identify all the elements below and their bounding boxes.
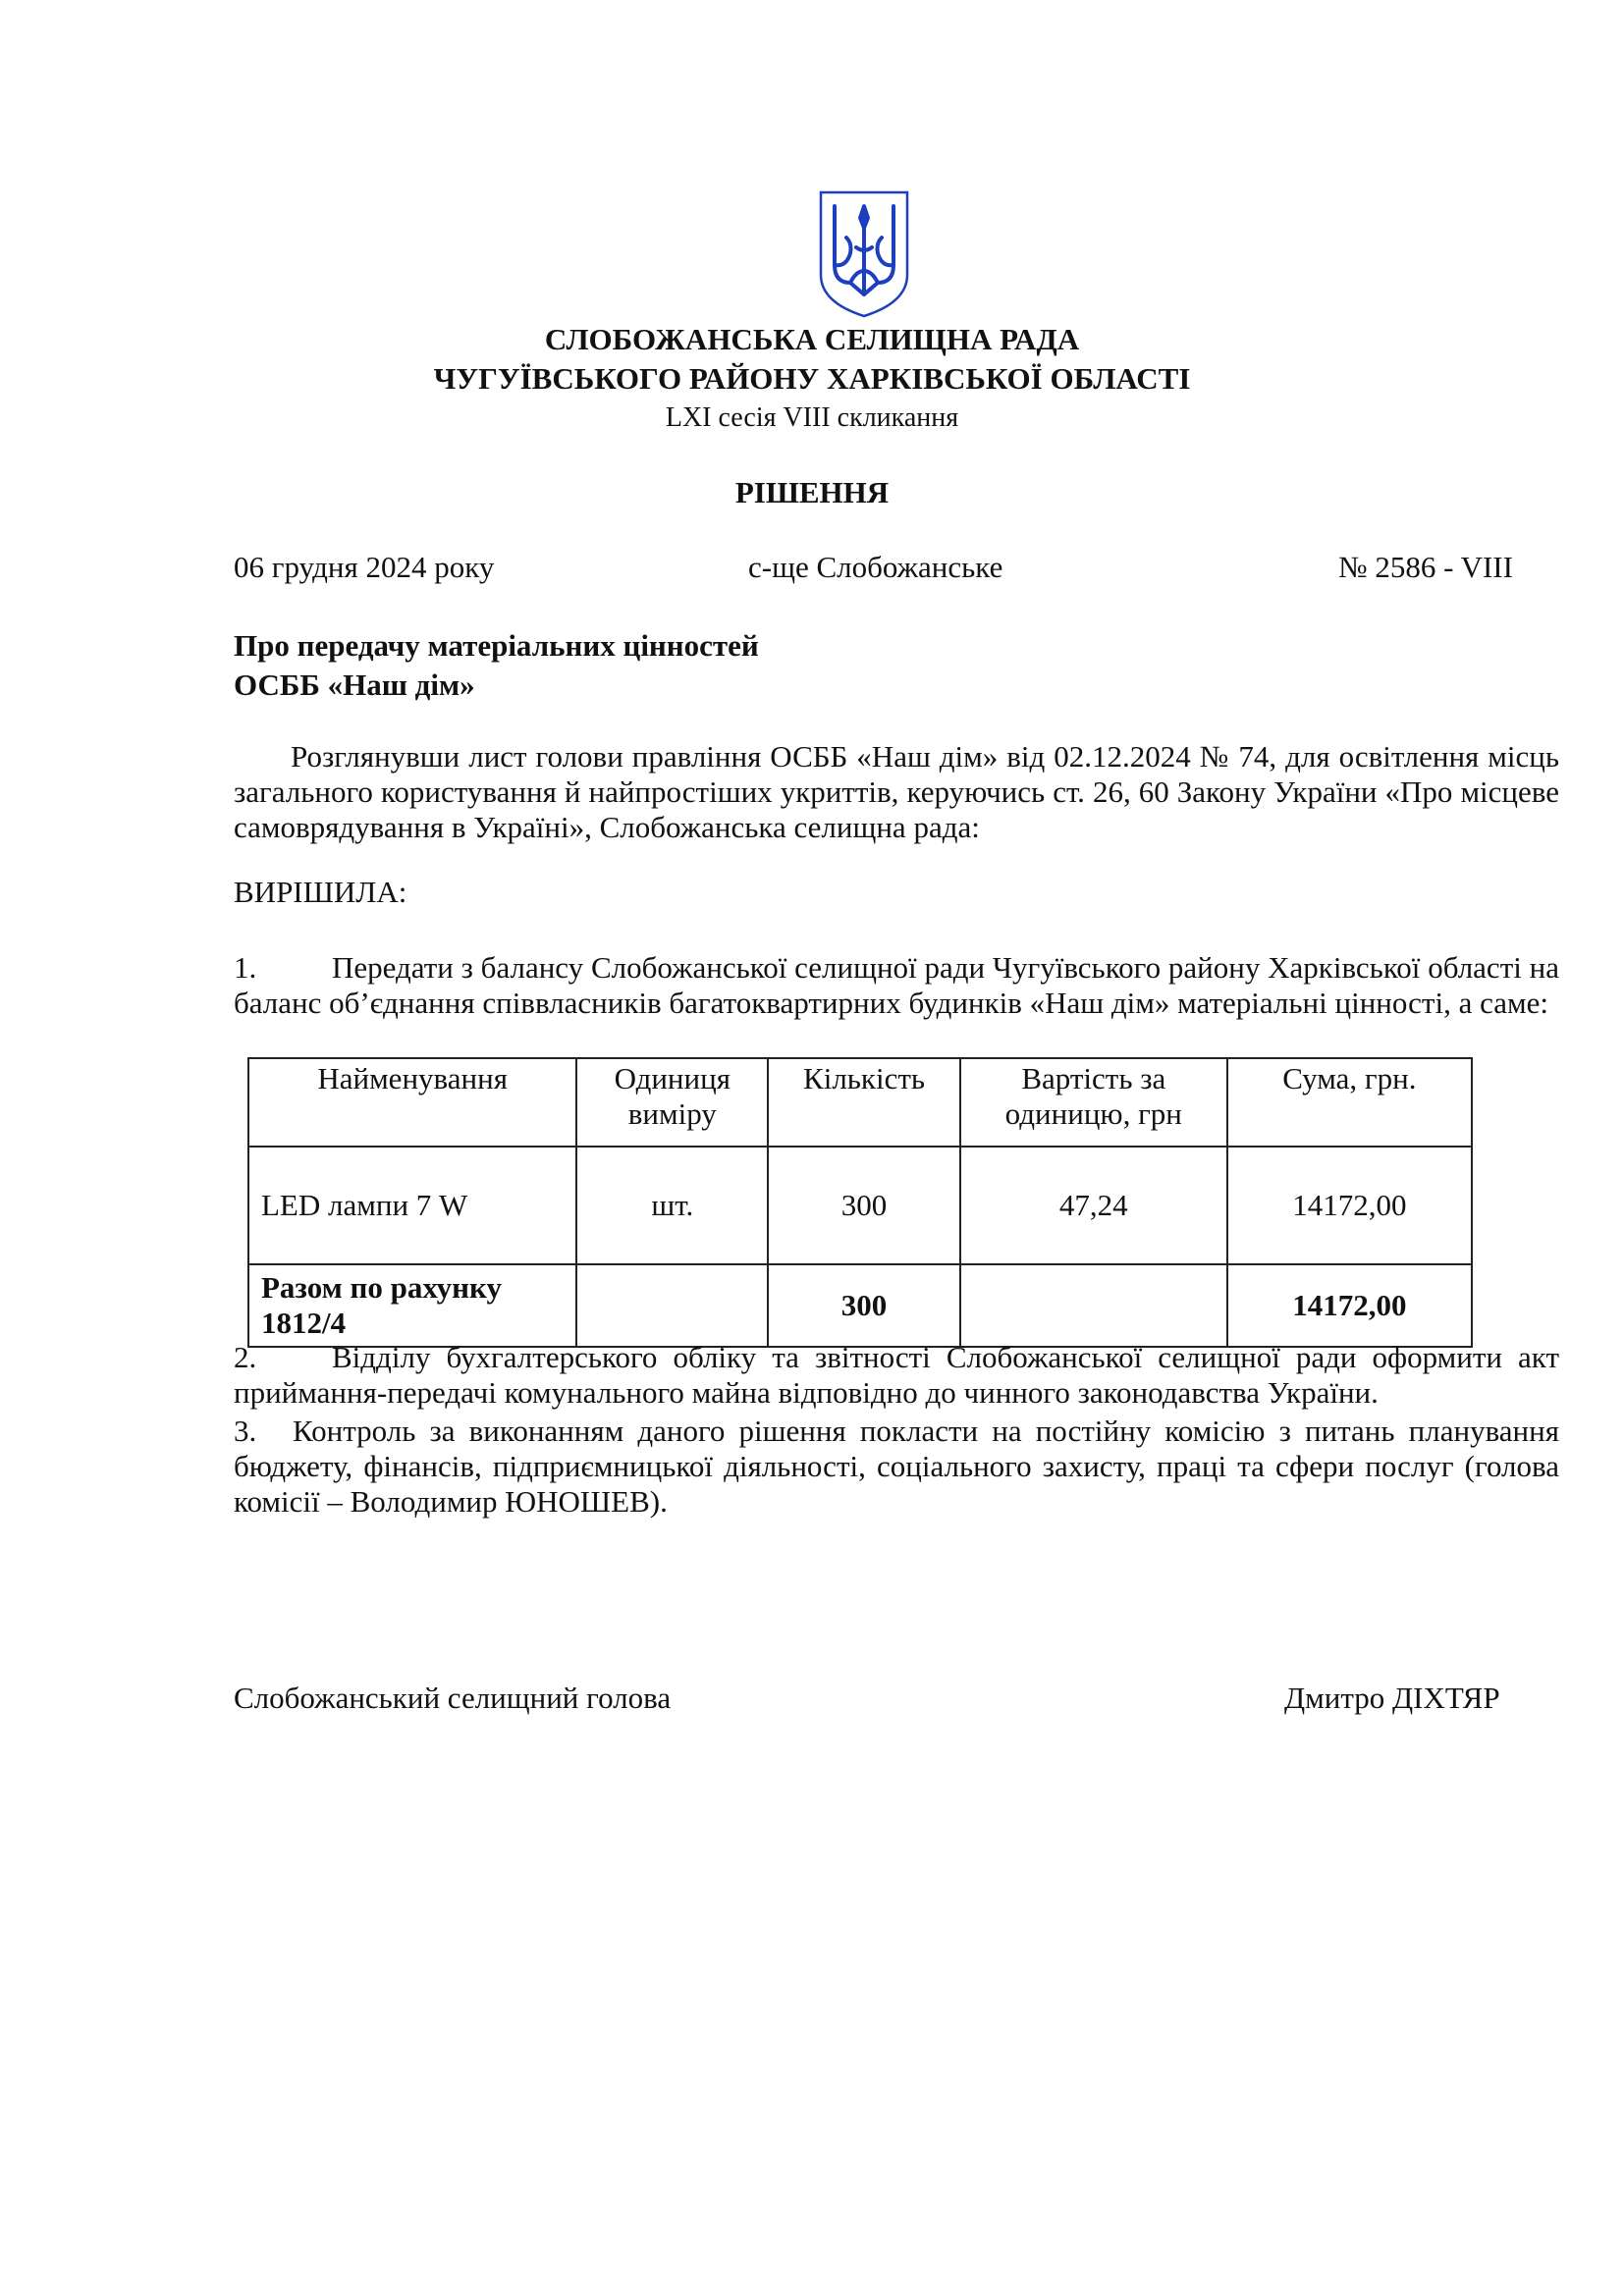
- header-qty: Кількість: [768, 1058, 960, 1147]
- assets-table: [247, 1057, 1473, 1348]
- header-name: Найменування: [248, 1058, 576, 1147]
- item-1-number: 1.: [234, 950, 257, 985]
- total-unit: [576, 1264, 768, 1347]
- subject-line-1: Про передачу матеріальних цінностей: [234, 628, 759, 663]
- intro-paragraph: Розглянувши лист голови правління ОСББ «Наш дім» від 02.12.2024 № 74, для освітлення місць загального користування й найпростіших укриттів, керуючись ст. 26, 60 Закону України «Про місцеве самоврядування в Україні», Слобожанська селищна рада:: [234, 739, 1559, 844]
- table-row: [248, 1147, 1472, 1264]
- signature-name: Дмитро ДІХТЯР: [1284, 1681, 1500, 1715]
- total-price: [960, 1264, 1227, 1347]
- item-2: [234, 1340, 1559, 1411]
- header-sum: Сума, грн.: [1227, 1058, 1472, 1147]
- item-3-text: Контроль за виконанням даного рішення покласти на постійну комісію з питань планування бюджету, фінансів, підприємницької діяльності, соціального захисту, праці та сфери послуг (голова комісії – Володимир ЮНОШЕВ).: [234, 1414, 1559, 1519]
- cell-name: LED лампи 7 W: [248, 1147, 576, 1264]
- council-name: СЛОБОЖАНСЬКА СЕЛИЩНА РАДА: [544, 322, 1080, 356]
- total-qty: 300: [768, 1264, 960, 1347]
- cell-qty: 300: [768, 1147, 960, 1264]
- item-2-number: 2.: [234, 1340, 257, 1374]
- item-2-text: Відділу бухгалтерського обліку та звітності Слобожанської селищної ради оформити акт приймання-передачі комунального майна відповідно до чинного законодавства України.: [234, 1340, 1559, 1410]
- cell-sum: 14172,00: [1227, 1147, 1472, 1264]
- header-unit: Одиниця виміру: [576, 1058, 768, 1147]
- item-3: [234, 1414, 1559, 1520]
- item-1-text: Передати з балансу Слобожанської селищної ради Чугуївського району Харківської області на баланс об’єднання співвласників багатоквартирних будинків «Наш дім» матеріальні цінності, а саме:: [234, 950, 1559, 1020]
- subject-line-2: ОСББ «Наш дім»: [234, 667, 475, 702]
- cell-price: 47,24: [960, 1147, 1227, 1264]
- signature-position: Слобожанський селищний голова: [234, 1681, 672, 1715]
- resolved-heading: ВИРІШИЛА:: [234, 875, 407, 909]
- table-header-row: [248, 1058, 1472, 1147]
- item-1: [234, 950, 1559, 1021]
- decision-date: 06 грудня 2024 року: [234, 550, 495, 584]
- item-3-number: 3.: [234, 1414, 257, 1448]
- decision-number: № 2586 - VIII: [1338, 550, 1513, 584]
- district-name: ЧУГУЇВСЬКОГО РАЙОНУ ХАРКІВСЬКОЇ ОБЛАСТІ: [433, 361, 1191, 396]
- total-label: Разом по рахунку 1812/4: [248, 1264, 576, 1347]
- header-price: Вартість за одиницю, грн: [960, 1058, 1227, 1147]
- document-type: РІШЕННЯ: [734, 475, 890, 509]
- session-line: LXI сесія VIII скликання: [665, 402, 959, 433]
- tryzub-icon: [817, 188, 911, 320]
- decision-place: с-ще Слобожанське: [748, 550, 1003, 584]
- table-total-row: [248, 1264, 1472, 1347]
- total-sum: 14172,00: [1227, 1264, 1472, 1347]
- cell-unit: шт.: [576, 1147, 768, 1264]
